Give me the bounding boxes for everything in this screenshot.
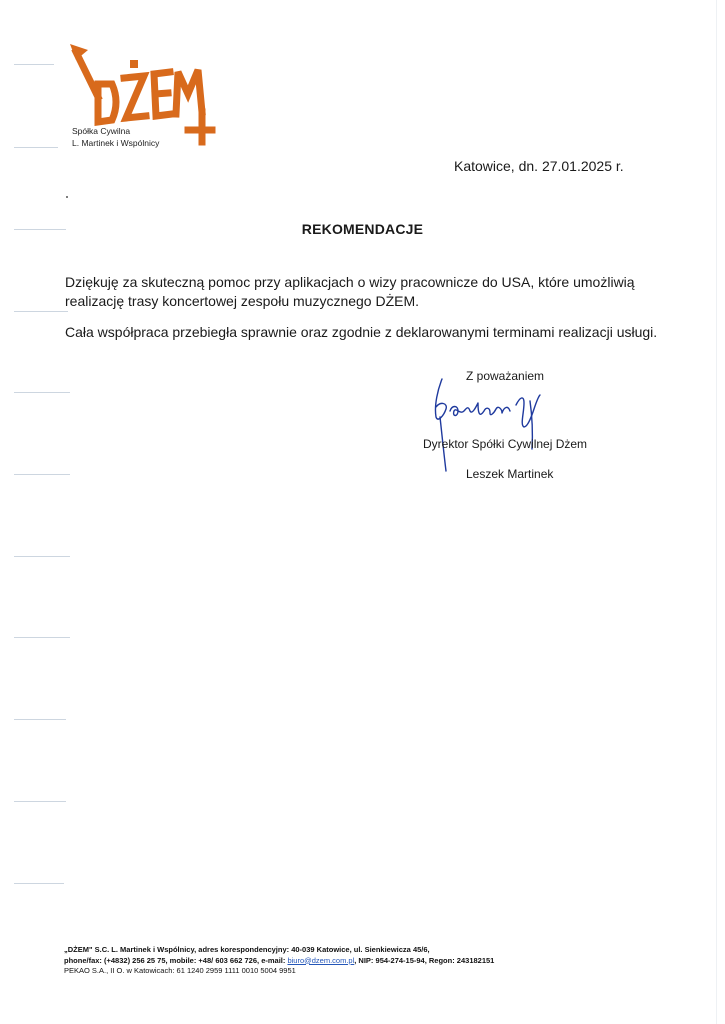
scan-line	[14, 801, 66, 802]
logo-subtitle-1: Spółka Cywilna	[72, 126, 131, 136]
footer-contact-suffix: , NIP: 954-274-15-94, Regon: 243182151	[354, 955, 495, 965]
handwritten-signature	[420, 375, 560, 475]
footer-line-2	[64, 956, 494, 967]
paragraph-2: Cała współpraca przebiegła sprawnie oraz zgodnie z deklarowanymi terminami realizacji usługi.	[65, 324, 658, 340]
footer	[64, 945, 494, 977]
scan-line	[14, 147, 58, 148]
scan-line	[14, 883, 64, 884]
scan-line	[14, 556, 70, 557]
scan-line	[14, 474, 70, 475]
footer-contact-prefix: phone/fax: (+4832) 256 25 75, mobile: +48/ 603 662 726, e-mail:	[64, 955, 288, 965]
footer-address: adres korespondencyjny: 40-039 Katowice, ul. Sienkiewicza 45/6,	[196, 945, 430, 954]
scan-line	[14, 392, 70, 393]
footer-company: „DŻEM" S.C. L. Martinek i Wspólnicy,	[64, 945, 197, 954]
scan-dot	[66, 196, 68, 198]
closing-text: Z poważaniem	[466, 369, 545, 383]
footer-email-link[interactable]: biuro@dzem.com.pl	[287, 955, 355, 965]
paragraph-1: Dziękuję za skuteczną pomoc przy aplikacjach o wizy pracownicze do USA, które umożliwią realizację trasy koncertowej zespołu muzycznego DŻEM.	[65, 274, 635, 309]
footer-line-1	[64, 945, 494, 956]
footer-bank: PEKAO S.A., II O. w Katowicach: 61 1240 2959 1111 0010 5004 9951	[64, 966, 296, 975]
scan-line	[14, 311, 68, 312]
scan-line	[14, 719, 66, 720]
date-line: Katowice, dn. 27.01.2025 r.	[454, 158, 624, 174]
scan-line	[14, 637, 70, 638]
scan-line	[14, 64, 54, 65]
signer-title: Dyrektor Spółki Cywilnej Dżem	[423, 437, 588, 451]
scan-edge	[716, 0, 717, 1024]
signer-name: Leszek Martinek	[466, 467, 554, 481]
document-title: REKOMENDACJE	[301, 221, 424, 237]
logo-subtitle-2: L. Martinek i Wspólnicy	[72, 138, 160, 148]
